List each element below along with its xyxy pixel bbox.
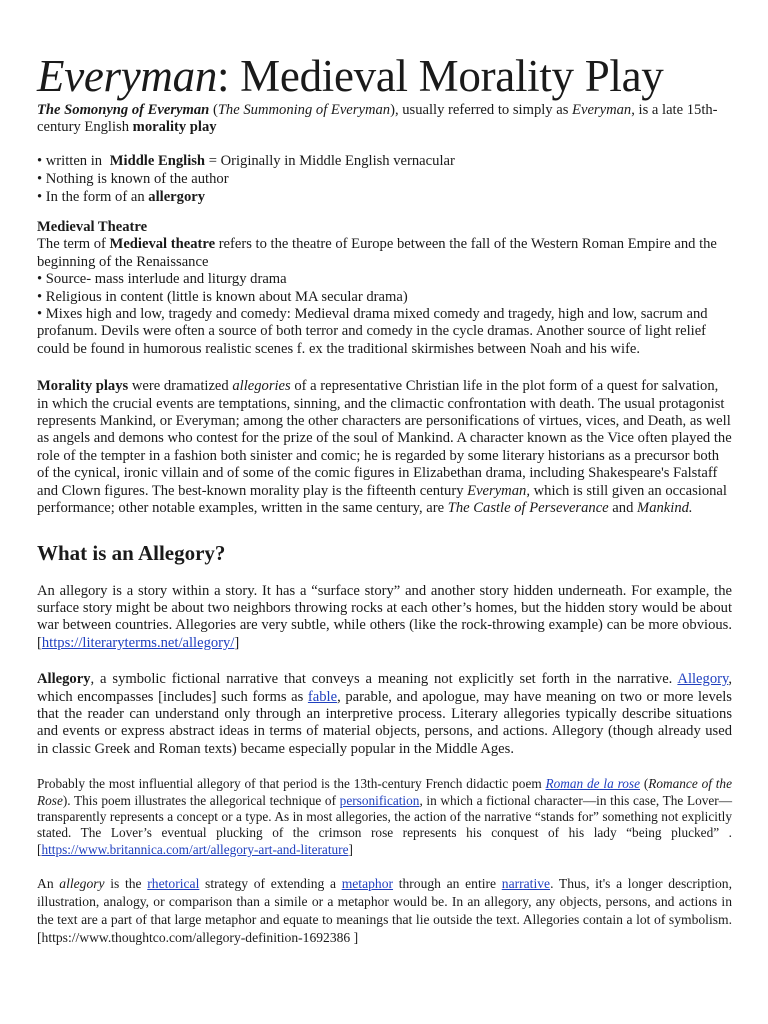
text-run: Probably the most influential allegory of that period is the 13th-century French didactic poem (37, 776, 546, 792)
bold-term: Middle English (109, 152, 206, 169)
literaryterms-link[interactable]: https://literaryterms.net/allegory/ (41, 634, 235, 651)
intro-paragraph (37, 102, 732, 137)
bold-term: Morality plays (37, 378, 129, 395)
allegory-link[interactable]: Allegory (677, 671, 729, 688)
text-run: , parable, and apologue, may have meaning on two or more levels that the reader can understand only through an interpretive process. Literary allegories typically describe situations and events or express abstract ideas in terms of material objects, persons, and actions. Allegory (though already used in classic Greek and Roman texts) became especially popular in the Middle Ages. (37, 688, 732, 757)
rhetorical-link[interactable]: rhetorical (147, 876, 200, 892)
allegory-paragraph-2 (37, 671, 732, 758)
bold-term: Medieval theatre (109, 236, 216, 253)
allegory-paragraph-3 (37, 776, 732, 858)
summary-bullets (37, 152, 732, 207)
morality-plays-paragraph (37, 378, 732, 517)
text-run: , in which a fictional character—in this case, The Lover—transparently represents a concept or a type. As in most allegories, the action of the narrative “stands for” something not explicitly stated. The Lover’s eventual plucking of the crimson rose represents his conquest of his lady “being plucked” . [ (37, 792, 733, 857)
bold-term: Allegory (37, 671, 91, 688)
intro-original-title: The Somonyng of Everyman (37, 102, 210, 118)
title-italic: Everyman (37, 51, 218, 101)
text-run: The term of (37, 236, 110, 253)
italic-term: Romance of the Rose (37, 776, 732, 808)
italic-term: The Castle of Perseverance (447, 500, 609, 517)
text-run: , a symbolic fictional narrative that conveys a meaning not explicitly set forth in the narrative. (90, 671, 678, 688)
theatre-bullet: • Religious in content (little is known about MA secular drama) (37, 288, 408, 305)
intro-short-title: Everyman (572, 102, 632, 118)
text-run: ), usually referred to simply as (390, 102, 573, 118)
text-run: An (37, 876, 60, 892)
text-run: . Thus, it's a longer description, illustration, analogy, or comparison than a simile or a metaphor would be. In an allegory, any objects, persons, and actions in the text are a part of that large metaphor and equate to meanings that lie outside the text. Allegories contain a lot of symbolism. [https://www.thoughtco.com/allegory-definition-1692386 ] (37, 876, 732, 946)
text-run: , which encompasses [includes] such forms as (37, 671, 732, 705)
italic-term: Everyman, (467, 482, 530, 499)
allegory-heading: What is an Allegory? (37, 540, 226, 565)
text-run: through an entire (393, 876, 502, 892)
text-run: strategy of extending a (199, 876, 342, 892)
text-run: ). This poem illustrates the allegorical technique of (62, 792, 340, 808)
text-run: ( (209, 102, 218, 118)
text-run: • In the form of an (37, 189, 149, 206)
intro-genre: morality play (132, 119, 217, 136)
medieval-theatre-paragraph (37, 236, 732, 271)
italic-term: Mankind. (637, 500, 693, 517)
text-run: , is a late 15th-century English (37, 102, 718, 136)
allegory-paragraph-1 (37, 583, 732, 653)
narrative-link[interactable]: narrative (501, 876, 551, 892)
britannica-link[interactable]: https://www.britannica.com/art/allegory-art-and-literature (41, 841, 349, 857)
theatre-bullet: • Mixes high and low, tragedy and comedy: Medieval drama mixed comedy and tragedy, high and low, sacrum and profanum. Devils were often a source of both terror and comedy in the cycle dramas. Another source of light relief could be found in humorous realistic scenes f. ex the traditional skirmishes between Noah and his wife. (37, 306, 708, 357)
personification-link[interactable]: personification (339, 792, 420, 808)
title-rest: : Medieval Morality Play (217, 51, 664, 101)
bullet-item: • Nothing is known of the author (37, 171, 229, 188)
text-run: and (608, 500, 638, 517)
roman-de-la-rose-link[interactable]: Roman de la rose (545, 776, 640, 792)
page-title (37, 50, 732, 102)
metaphor-link[interactable]: metaphor (341, 876, 394, 892)
text-run: ] (348, 841, 353, 857)
fable-link[interactable]: fable (307, 688, 338, 705)
medieval-theatre-heading: Medieval Theatre (37, 219, 148, 236)
text-run: of a representative Christian life in the plot form of a quest for salvation, in which the crucial events are temptations, sinning, and the climactic confrontation with death. The usual protagonist represents Mankind, or Everyman; among the other characters are personifications of virtues, vices, and Death, as well as angels and demons who contest for the prize of the soul of Mankind. A character known as the Vice often played the role of the tempter in a fashion both sinister and comic; he is regarded by some literary historians as a precursor both of the cynical, ironic villain and of some of the comic figures in Elizabethan drama, including Shakespeare's Falstaff and Clown figures. The best-known morality play is the fifteenth century (37, 378, 732, 499)
italic-term: allegories (232, 378, 291, 395)
text-run: ] (234, 634, 240, 651)
bullet-item (37, 152, 732, 170)
text-run: refers to the theatre of Europe between the fall of the Western Roman Empire and the beginning of the Renaissance (37, 236, 717, 270)
text-run: ( (640, 776, 649, 792)
theatre-bullet: • Source- mass interlude and liturgy drama (37, 271, 287, 288)
intro-modern-title: The Summoning of Everyman (217, 102, 391, 118)
bold-term: allergory (148, 189, 206, 206)
text-run: = Originally in Middle English vernacular (205, 152, 455, 169)
text-run: • written in (37, 152, 106, 169)
text-run: were dramatized (128, 378, 233, 395)
bullet-item (37, 188, 732, 206)
text-run: An allegory is a story within a story. It has a “surface story” and another story hidden underneath. For example, the surface story might be about two neighbors throwing rocks at each other’s homes, but the hidden story would be about war between countries. Allegories are very subtle, while others (like the rock-throwing example) can be more obvious. [ (37, 582, 732, 651)
italic-term: allegory (59, 876, 105, 892)
allegory-paragraph-4 (37, 875, 732, 947)
text-run: which is still given an occasional performance; other notable examples, written in the same century, are (37, 482, 727, 517)
text-run: is the (104, 876, 148, 892)
